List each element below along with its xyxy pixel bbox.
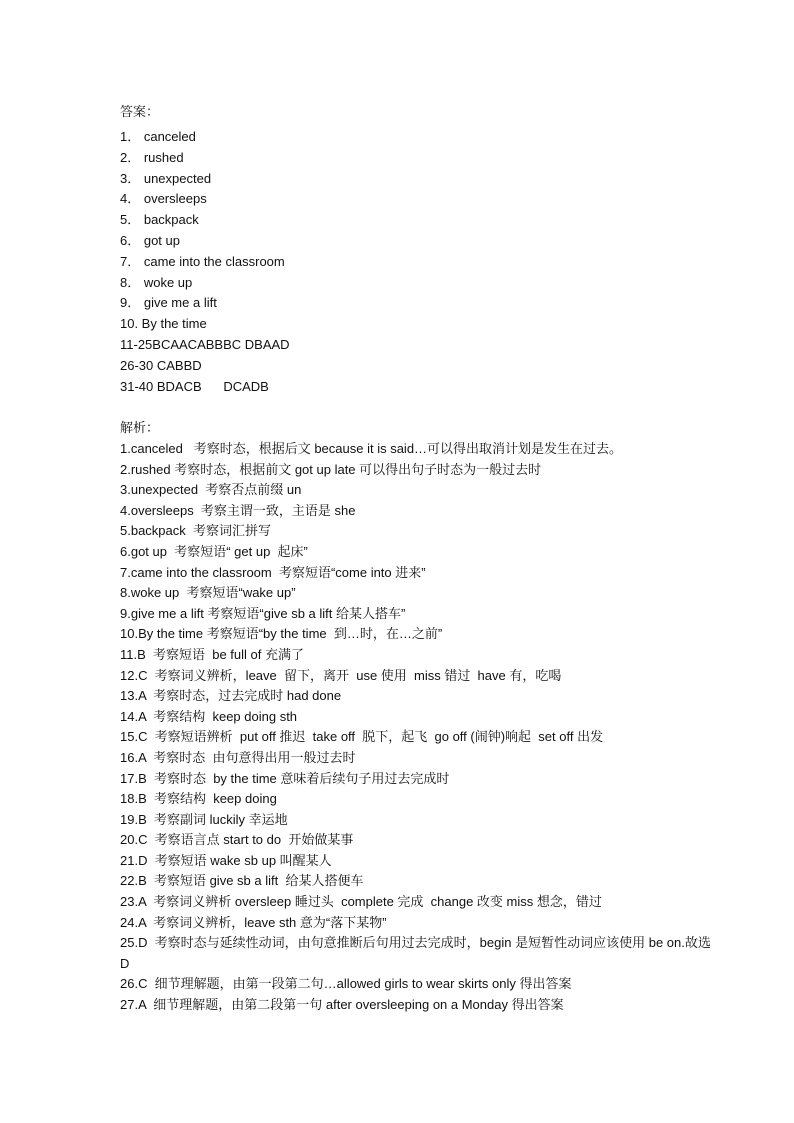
analysis-item: 24.A 考察词义辨析，leave sth 意为“落下某物”: [120, 914, 387, 930]
answer-item: 31-40 BDACB DCADB: [120, 378, 269, 394]
analysis-item: 16.A 考察时态 由句意得出用一般过去时: [120, 749, 356, 765]
analysis-item: 10.By the time 考察短语“by the time 到…时，在…之前”: [120, 626, 443, 642]
analysis-item: 7.came into the classroom 考察短语“come into 进来”: [120, 564, 426, 580]
analysis-item: 15.C 考察短语辨析 put off 推迟 take off 脱下，起飞 go off (闹钟)响起 set off 出发: [120, 729, 604, 745]
analysis-item: 25.D 考察时态与延续性动词，由句意推断后句用过去完成时，begin 是短暂性动词应该使用 be on.故选 D: [120, 935, 715, 971]
analysis-item: 27.A 细节理解题，由第二段第一句 after oversleeping on a Monday 得出答案: [120, 997, 564, 1013]
answer-item: 5． backpack: [120, 212, 199, 228]
analysis-item: 13.A 考察时态，过去完成时 had done: [120, 688, 342, 704]
answer-item: 4． oversleeps: [120, 191, 207, 207]
answers-section: [120, 102, 720, 397]
analysis-item: 9.give me a lift 考察短语“give sb a lift 给某人搭车”: [120, 605, 406, 621]
analysis-section: [120, 418, 720, 1016]
analysis-item: 14.A 考察结构 keep doing sth: [120, 708, 298, 724]
answer-item: 7． came into the classroom: [120, 253, 285, 269]
analysis-item: 2.rushed 考察时态，根据前文 got up late 可以得出句子时态为一般过去时: [120, 461, 542, 477]
analysis-item: 11.B 考察短语 be full of 充满了: [120, 646, 304, 662]
analysis-heading: 解析：: [120, 420, 160, 435]
answer-item: 11-25BCAACABBBC DBAAD: [120, 336, 290, 352]
analysis-item: 18.B 考察结构 keep doing: [120, 791, 277, 807]
analysis-list: [120, 439, 720, 1016]
answer-item: 9． give me a lift: [120, 295, 217, 311]
answer-item: 26-30 CABBD: [120, 357, 202, 373]
analysis-item: 20.C 考察语言点 start to do 开始做某事: [120, 832, 354, 848]
analysis-item: 22.B 考察短语 give sb a lift 给某人搭便车: [120, 873, 364, 889]
analysis-item: 3.unexpected 考察否点前缀 un: [120, 482, 302, 498]
answer-item: 6． got up: [120, 232, 180, 248]
analysis-item: 23.A 考察词义辨析 oversleep 睡过头 complete 完成 change 改变 miss 想念，错过: [120, 894, 602, 910]
answer-item: 10. By the time: [120, 316, 207, 332]
analysis-item: 12.C 考察词义辨析，leave 留下，离开 use 使用 miss 错过 have 有，吃喝: [120, 667, 562, 683]
answer-item: 1． canceled: [120, 129, 196, 144]
answers-heading: 答案：: [120, 104, 160, 119]
analysis-item: 19.B 考察副词 luckily 幸运地: [120, 811, 288, 827]
analysis-item: 4.oversleeps 考察主谓一致，主语是 she: [120, 502, 356, 518]
answer-item: 3． unexpected: [120, 170, 212, 186]
answer-item: 2． rushed: [120, 149, 184, 165]
analysis-item: 21.D 考察短语 wake sb up 叫醒某人: [120, 852, 332, 868]
analysis-item: 8.woke up 考察短语“wake up”: [120, 585, 296, 601]
answers-list: [120, 127, 720, 397]
analysis-item: 5.backpack 考察词汇拼写: [120, 523, 271, 539]
analysis-item: 1.canceled 考察时态，根据后文 because it is said…可以得出取消计划是发生在过去。: [120, 441, 623, 456]
analysis-item: 17.B 考察时态 by the time 意味着后续句子用过去完成时: [120, 770, 450, 786]
analysis-item: 26.C 细节理解题，由第一段第二句…allowed girls to wear skirts only 得出答案: [120, 976, 572, 992]
answer-item: 8． woke up: [120, 274, 193, 290]
analysis-item: 6.got up 考察短语“ get up 起床”: [120, 543, 308, 559]
